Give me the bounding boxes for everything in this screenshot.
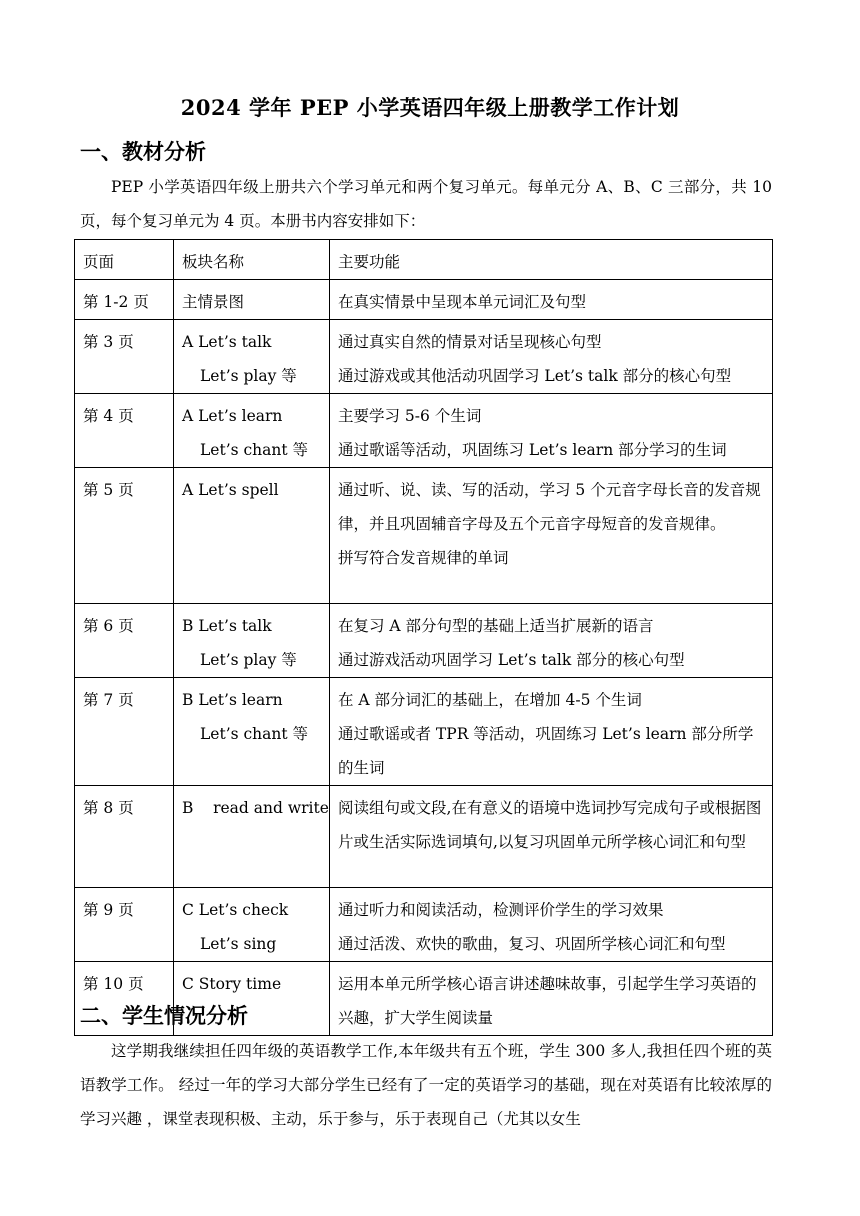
block-line: C Let’s check <box>182 901 289 919</box>
table-row <box>75 604 773 678</box>
function-cell <box>330 604 773 678</box>
header-cell-block: 板块名称 <box>174 240 330 280</box>
page-cell: 第 3 页 <box>75 320 174 394</box>
table-header-row <box>75 240 773 280</box>
function-line: 阅读组句或文段,在有意义的语境中选词抄写完成句子或根据图片或生活实际选词填句,以复习巩固单元所学核心词汇和句型 <box>338 799 762 851</box>
header-cell-function: 主要功能 <box>330 240 773 280</box>
function-line: 通过游戏活动巩固学习 Let’s talk 部分的核心句型 <box>338 651 685 669</box>
function-line: 通过歌谣或者 TPR 等活动，巩固练习 Let’s learn 部分所学的生词 <box>338 725 754 777</box>
block-line: B Let’s learn <box>182 691 283 709</box>
function-cell <box>330 962 773 1036</box>
page-cell: 第 5 页 <box>75 468 174 604</box>
function-line: 通过活泼、欢快的歌曲，复习、巩固所学核心词汇和句型 <box>338 935 726 953</box>
block-line: B read and write <box>182 799 329 817</box>
function-cell <box>330 394 773 468</box>
block-line: C Story time <box>182 975 282 993</box>
function-cell <box>330 280 773 320</box>
table-row <box>75 786 773 888</box>
block-line: 主情景图 <box>182 293 245 311</box>
header-cell-page: 页面 <box>75 240 174 280</box>
function-line: 在 A 部分词汇的基础上，在增加 4-5 个生词 <box>338 691 642 709</box>
function-line: 通过歌谣等活动，巩固练习 Let’s learn 部分学习的生词 <box>338 441 727 459</box>
block-line: Let’s play 等 <box>200 367 297 385</box>
textbook-intro-paragraph: PEP 小学英语四年级上册共六个学习单元和两个复习单元。每单元分 A、B、C 三部分，共 10 页，每个复习单元为 4 页。本册书内容安排如下： <box>80 178 772 230</box>
function-line: 在复习 A 部分句型的基础上适当扩展新的语言 <box>338 617 654 635</box>
page-cell: 第 10 页 <box>75 962 174 1036</box>
table-row <box>75 280 773 320</box>
block-line: A Let’s spell <box>182 481 279 499</box>
block-cell <box>174 888 330 962</box>
document-title: 2024 学年 PEP 小学英语四年级上册教学工作计划 <box>180 95 680 120</box>
function-cell <box>330 320 773 394</box>
block-line: A Let’s learn <box>182 407 283 425</box>
block-line: Let’s chant 等 <box>200 725 309 743</box>
section-heading-student-analysis: 二、学生情况分析 <box>80 1004 248 1028</box>
page-cell: 第 7 页 <box>75 678 174 786</box>
page-cell: 第 9 页 <box>75 888 174 962</box>
table-row <box>75 468 773 604</box>
block-line: Let’s play 等 <box>200 651 297 669</box>
block-line: B Let’s talk <box>182 617 272 635</box>
page-cell: 第 4 页 <box>75 394 174 468</box>
function-line: 通过真实自然的情景对话呈现核心句型 <box>338 333 602 351</box>
block-line: Let’s sing <box>200 935 277 953</box>
block-cell <box>174 604 330 678</box>
block-cell <box>174 394 330 468</box>
section-heading-textbook-analysis: 一、教材分析 <box>80 140 206 164</box>
content-table <box>74 239 773 1036</box>
block-cell <box>174 320 330 394</box>
student-analysis-paragraph: 这学期我继续担任四年级的英语教学工作,本年级共有五个班，学生 300 多人,我担任四个班的英语教学工作。 经过一年的学习大部分学生已经有了一定的英语学习的基础，现在对英语有比较浓厚的学习兴趣 ，课堂表现积极、主动，乐于参与，乐于表现自己（尤其以女生 <box>80 1042 772 1128</box>
page-cell: 第 8 页 <box>75 786 174 888</box>
block-cell <box>174 280 330 320</box>
block-cell <box>174 468 330 604</box>
function-line: 拼写符合发音规律的单词 <box>338 549 509 567</box>
block-cell <box>174 786 330 888</box>
function-line: 通过游戏或其他活动巩固学习 Let’s talk 部分的核心句型 <box>338 367 732 385</box>
function-cell <box>330 468 773 604</box>
function-line: 运用本单元所学核心语言讲述趣味故事，引起学生学习英语的兴趣，扩大学生阅读量 <box>338 975 757 1027</box>
table-row <box>75 320 773 394</box>
function-line: 通过听、说、读、写的活动，学习 5 个元音字母长音的发音规律，并且巩固辅音字母及五个元音字母短音的发音规律。 <box>338 481 761 533</box>
function-cell <box>330 786 773 888</box>
table-row <box>75 678 773 786</box>
block-cell <box>174 678 330 786</box>
table-row <box>75 394 773 468</box>
block-line: A Let’s talk <box>182 333 272 351</box>
function-cell <box>330 888 773 962</box>
block-line: Let’s chant 等 <box>200 441 309 459</box>
table-row <box>75 888 773 962</box>
function-line: 主要学习 5-6 个生词 <box>338 407 482 425</box>
function-line: 在真实情景中呈现本单元词汇及句型 <box>338 293 587 311</box>
function-line: 通过听力和阅读活动，检测评价学生的学习效果 <box>338 901 664 919</box>
function-cell <box>330 678 773 786</box>
page-cell: 第 1-2 页 <box>75 280 174 320</box>
page-cell: 第 6 页 <box>75 604 174 678</box>
